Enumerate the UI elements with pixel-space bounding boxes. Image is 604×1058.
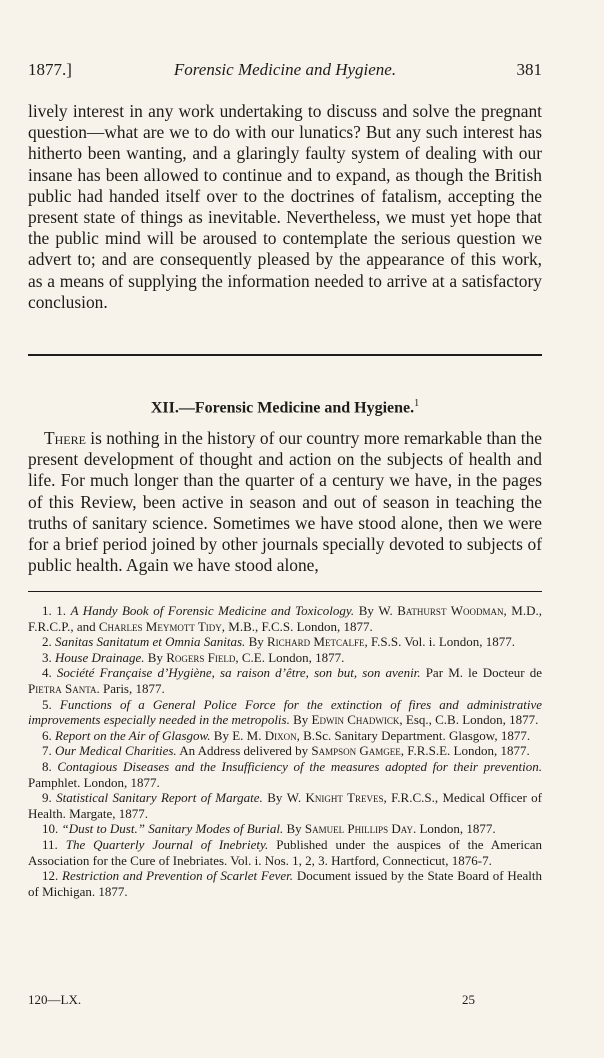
footnote-reference: 1 <box>414 398 420 409</box>
footnote-number: 2. <box>42 634 55 650</box>
paragraph-continued: lively interest in any work undertaking to discuss and solve the pregnant question—what are we to do with our lunatics? But any such interest has hitherto been wanting, and a glaringly faulty system of dealing with our insane has been allowed to continue and to expand, as though the British public had handed itself over to the doctrines of fatalism, accepting the present state of things as inevitable. Nevertheless, we must yet hope that the public mind will be aroused to contemplate the serious question we advert to; and are consequently pleased by the appearance of this work, as a means of supplying the information needed to arrive at a satisfactory conclusion. <box>28 101 542 312</box>
footnote-text: , F.S.S. Vol. i. London, 1877. <box>364 634 516 650</box>
footnote-text: By <box>289 712 312 728</box>
gathering-number: 25 <box>462 992 475 1007</box>
footnote-entry <box>28 790 542 821</box>
footnote-text: By <box>210 727 233 743</box>
footnote-text: By <box>144 649 167 665</box>
footnote-number: 6. <box>42 727 55 743</box>
footnote-text: By <box>262 790 287 806</box>
footnote-number: 1. 1. <box>42 603 71 618</box>
footnote-author: Charles Meymott Tidy <box>98 618 222 634</box>
footnote-author: W. Bathurst Woodman <box>378 603 504 618</box>
section-heading-text: XII.—Forensic Medicine and Hygiene. <box>150 399 415 417</box>
footnote-text: By <box>245 634 267 650</box>
paragraph-opening-text: is nothing in the history of our country more remarkable than the present development of thought and action on the subjects of health and life. For much longer than the quarter of a century we have, in the pages of this Review, been active in season and out of season in teaching the truths of sanitary science. Sometimes we have stood alone, then we were for a brief period joined by other journals specially devoted to subjects of public health. Again we have stood alone, <box>28 428 542 576</box>
footnote-number: 10. <box>42 821 62 837</box>
footnote-title: Our Medical Charities. <box>55 743 177 759</box>
footnote-entry <box>28 603 542 634</box>
footnote-number: 5. <box>42 696 60 712</box>
footnote-text: , M.B., F.C.S. London, 1877. <box>221 618 373 634</box>
footnote-author: Pietra Santa <box>28 680 97 696</box>
footnote-text: , B.Sc. Sanitary Department. Glasgow, 1877. <box>296 727 531 743</box>
footnote-text: , F.R.S.E. London, 1877. <box>400 743 530 759</box>
footnote-text: , C.E. London, 1877. <box>235 649 345 665</box>
footnote-title: Sanitas Sanitatum et Omnia Sanitas. <box>55 634 246 650</box>
footnote-title: Société Française d’Hygiène, sa raison d’être, son but, son avenir. <box>56 665 421 681</box>
footnote-number: 7. <box>42 743 55 759</box>
footnote-entry <box>28 743 542 759</box>
footnote-text: , F.R.C.S., Medical Officer of Health. Margate, 1877. <box>28 790 542 821</box>
footnote-author: Samuel Phillips Day <box>304 821 413 837</box>
footnote-entry <box>28 837 542 868</box>
footnote-text: . Paris, 1877. <box>96 680 165 696</box>
footnote-text: Published under the auspices of the American Association for the Cure of Inebriates. Vol. i. Nos. 1, 2, 3. Hartford, Connecticut, 1876-7. <box>28 836 542 868</box>
footnote-title: Report on the Air of Glasgow. <box>55 727 211 743</box>
footnote-entry <box>28 634 542 650</box>
footnote-entry <box>28 821 542 837</box>
footnote-title: House Drainage. <box>55 649 145 665</box>
footnote-title: A Handy Book of Forensic Medicine and Toxicology. <box>70 603 355 618</box>
running-head-year: 1877.] <box>28 60 72 79</box>
footnote-rule <box>28 591 542 592</box>
footnote-title: Statistical Sanitary Report of Margate. <box>56 790 263 806</box>
footnote-number: 8. <box>42 758 58 774</box>
footnote-author: Richard Metcalfe <box>266 634 365 650</box>
footnote-text: An Address delivered by <box>176 743 312 759</box>
printer-signature: 120—LX. <box>28 992 82 1007</box>
footnote-author: Rogers Field <box>166 649 236 665</box>
footnote-entry <box>28 665 542 696</box>
footnote-text: By <box>354 603 379 618</box>
paragraph-opening <box>28 428 542 576</box>
footnote-title: The Quarterly Journal of Inebriety. <box>65 836 269 852</box>
section-divider-rule <box>28 354 542 356</box>
footnote-entry <box>28 868 542 899</box>
opening-word: There <box>44 428 86 448</box>
footnote-text: , Esq., C.B. London, 1877. <box>399 712 539 728</box>
footnote-entry <box>28 728 542 744</box>
footnote-entry <box>28 697 542 728</box>
footnote-number: 3. <box>42 649 55 665</box>
footnote-author: Edwin Chadwick <box>311 712 400 728</box>
running-head-title: Forensic Medicine and Hygiene. <box>173 60 397 79</box>
section-heading <box>28 398 542 417</box>
footnote-list <box>28 603 542 899</box>
footnote-text: Pamphlet. London, 1877. <box>28 774 160 790</box>
footnote-text: Par M. le Docteur de <box>420 665 542 681</box>
footnote-title: “Dust to Dust.” Sanitary Modes of Burial. <box>61 821 284 837</box>
book-page <box>28 0 542 1058</box>
footnote-text: , M.D., F.R.C.P., and <box>28 603 542 634</box>
footnote-author: W. Knight Treves <box>286 790 384 806</box>
footnote-text: Document issued by the State Board of Health of Michigan. 1877. <box>28 868 543 899</box>
footnote-title: Restriction and Prevention of Scarlet Fever. <box>62 868 294 884</box>
footnote-title: Functions of a General Police Force for the extinction of fires and administrative improvements especially needed in the metropolis. <box>28 696 542 728</box>
footnote-author: E. M. Dixon <box>232 727 297 743</box>
footnote-number: 11. <box>42 836 66 852</box>
page-number: 381 <box>516 60 542 79</box>
footnote-text: By <box>283 821 305 837</box>
footnote-author: Sampson Gamgee <box>311 743 401 759</box>
footnote-number: 4. <box>42 665 57 681</box>
footnote-title: Contagious Diseases and the Insufficiency of the measures adopted for their prevention. <box>57 758 542 774</box>
footnote-entry <box>28 650 542 666</box>
footnote-number: 9. <box>42 790 57 806</box>
footnote-text: . London, 1877. <box>412 821 496 837</box>
footnote-number: 12. <box>42 868 63 884</box>
footnote-entry <box>28 759 542 790</box>
